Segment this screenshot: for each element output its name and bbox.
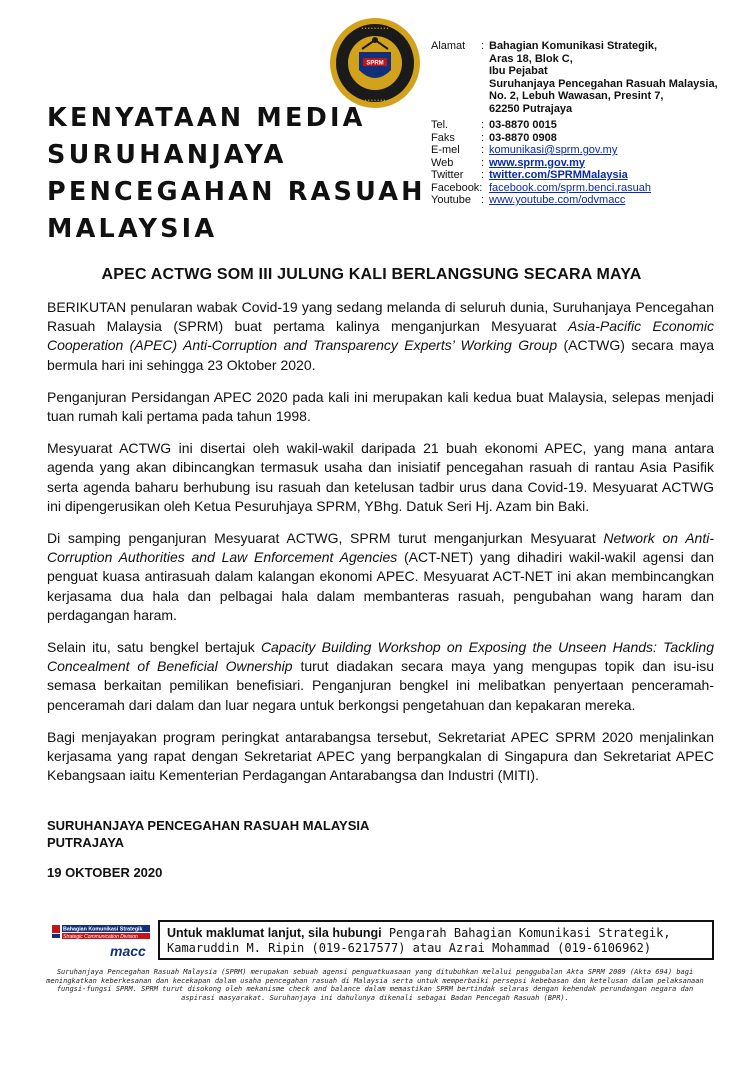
contact-persons: Kamaruddin M. Ripin (019-6217577) atau Azrai Mohammad (019-6106962) (167, 941, 652, 955)
svg-text:• • • • • • • • •: • • • • • • • • • (361, 26, 389, 32)
youtube-key: Youtube (431, 194, 471, 206)
contact-block: Alamat : Bahagian Komunikasi Strategik, Aras 18, Blok C, Ibu Pejabat Suruhanjaya Pencegahan Rasuah Malaysia, No. 2, Lebuh Wawasan, Presint 7, 62250 Putrajaya Tel. : 03-8870 0015 Faks : 03-8870 0908 E-mel : komunikasi@sprm.gov.my Web : www.sprm.gov.my Twitter : twitter.com/SPRMMalaysia Facebook: facebook.com/sprm.benci.rasuah Youtube : www.youtube.com/odvmacc (431, 40, 718, 206)
youtube-link[interactable]: www.youtube.com/odvmacc (489, 194, 626, 206)
paragraph: Di samping penganjuran Mesyuarat ACTWG, SPRM turut menganjurkan Mesyuarat Network on Anti-Corruption Authorities and Law Enforcement Agencies (ACT-NET) yang dihadiri wakil-wakil agensi dan penguat kuasa antirasuah dalam kalangan ekonomi APEC. Mesyuarat ACT-NET ini akan membincangkan kerjasama dua hala dan pelbagai hala dalam membanteras rasuah, pengubahan wang haram dan perdagangan haram. (47, 530, 714, 623)
address-line: Suruhanjaya Pencegahan Rasuah Malaysia, (489, 77, 718, 90)
twitter-key: Twitter (431, 169, 464, 181)
title-line: MALAYSIA (47, 214, 218, 244)
address (489, 40, 718, 115)
address-line: Bahagian Komunikasi Strategik, (489, 40, 658, 52)
address-line: No. 2, Lebuh Wawasan, Presint 7, (489, 90, 664, 102)
paragraph: Penganjuran Persidangan APEC 2020 pada kali ini merupakan kali kedua buat Malaysia, selepas menjadi tuan rumah kali pertama pada tahun 1998. (47, 388, 714, 425)
footer-fine-print: Suruhanjaya Pencegahan Rasuah Malaysia (SPRM) merupakan sebuah agensi penguatkuasaan yang ditubuhkan melalui penggubalan Akta SPRM 2009 (Akta 694) bagi meningkatkan keberkesanan dan kecekapan dalam usaha pencegahan rasuah di Malaysia serta untuk memperbaiki persepsi kebebasan dan ketelusan dalam pelaksanaan fungsi-fungsi SPRM. SPRM turut disokong oleh mekanisme check and balance dalam memastikan SPRM bertindak selaras dengan kehendak perundangan negara dan aspirasi masyarakat. Suruhanjaya ini dahulunya dikenali sebagai Badan Pencegah Rasuah (BPR). (46, 968, 704, 1002)
signature-place: PUTRAJAYA (47, 835, 125, 850)
address-line: Aras 18, Blok C, (489, 52, 573, 65)
paragraph: Selain itu, satu bengkel bertajuk Capacity Building Workshop on Exposing the Unseen Hands: Tackling Concealment of Beneficial Ownership turut diadakan secara maya yang mengupas topik dan isu-isu semasa berkaitan pemilikan benefisiari. Penganjuran bengkel ini melibatkan penyertaan penceramah-penceramah dari dalam dan luar negara untuk berkongsi pengetahuan dan kepakaran mereka. (47, 639, 714, 713)
twitter-link[interactable]: twitter.com/SPRMMalaysia (489, 169, 628, 181)
release-date: 19 OKTOBER 2020 (47, 865, 163, 880)
headline: APEC ACTWG SOM III JULUNG KALI BERLANGSUNG SECARA MAYA (101, 266, 642, 283)
facebook-link[interactable]: facebook.com/sprm.benci.rasuah (489, 181, 652, 194)
address-line: 62250 Putrajaya (489, 102, 573, 115)
facebook-key: Facebook: (431, 181, 483, 194)
paragraph: Bagi menjayakan program peringkat antarabangsa tersebut, Sekretariat APEC SPRM 2020 menjalinkan kerjasama yang rapat dengan Sekretariat APEC yang berpangkalan di Singapura dan Sekretariat APEC Kebangsaan iaitu Kementerian Perdagangan Antarabangsa dan Industri (MITI). (47, 728, 714, 784)
macc-footer-logo (52, 925, 150, 961)
email-link[interactable]: komunikasi@sprm.gov.my (489, 144, 618, 156)
paragraph: BERIKUTAN penularan wabak Covid-19 yang sedang melanda di seluruh dunia, Suruhanjaya Pencegahan Rasuah Malaysia (SPRM) buat pertama kalinya menganjurkan Mesyuarat Asia-Pacific Economic Cooperation (APEC) Anti-Corruption and Transparency Experts’ Working Group (ACTWG) secara maya bermula hari ini sehingga 23 Oktober 2020. (47, 299, 714, 373)
article-body (47, 298, 714, 798)
title-line: PENCEGAHAN RASUAH (47, 177, 426, 207)
svg-text:Bahagian Komunikasi Strategik: Bahagian Komunikasi Strategik (63, 926, 143, 933)
emel-key: E-mel (431, 144, 460, 156)
signature-block (47, 817, 369, 851)
paragraph: Mesyuarat ACTWG ini disertai oleh wakil-wakil daripada 21 buah ekonomi APEC, yang mana antara agenda yang akan dibincangkan termasuk usaha dan inisiatif pencegahan rasuah di rantau Asia Pasifik serta agenda baharu berhubung isu rasuah dan ketelusan tadbir urus dana Covid-19. Mesyuarat ACTWG ini dipengerusikan oleh Ketua Pesuruhjaya SPRM, YBhg. Datuk Seri Hj. Azam bin Baki. (47, 440, 714, 514)
document-title (47, 100, 426, 248)
faks-key: Faks (431, 131, 455, 144)
tel-key: Tel. (431, 119, 449, 131)
address-line: Ibu Pejabat (489, 65, 548, 77)
title-line: SURUHANJAYA (47, 140, 287, 170)
svg-text:• • • • • • •: • • • • • • • (364, 98, 386, 104)
svg-text:Strategic Communication Divisi: Strategic Communication Division (63, 933, 138, 940)
contact-info-box (158, 920, 714, 960)
logo-text: SPRM (366, 60, 384, 67)
macc-brand: macc (110, 943, 146, 959)
signature-org: SURUHANJAYA PENCEGAHAN RASUAH MALAYSIA (47, 818, 370, 833)
alamat-key: Alamat (431, 40, 466, 52)
tel-value: 03-8870 0015 (489, 119, 557, 131)
contact-role: Pengarah Bahagian Komunikasi Strategik, (381, 926, 671, 940)
contact-lead: Untuk maklumat lanjut, sila hubungi (167, 926, 382, 940)
web-link[interactable]: www.sprm.gov.my (489, 156, 585, 169)
title-line: KENYATAAN MEDIA (47, 103, 366, 133)
sprm-logo (328, 16, 422, 110)
web-key: Web (431, 156, 454, 169)
faks-value: 03-8870 0908 (489, 131, 557, 144)
